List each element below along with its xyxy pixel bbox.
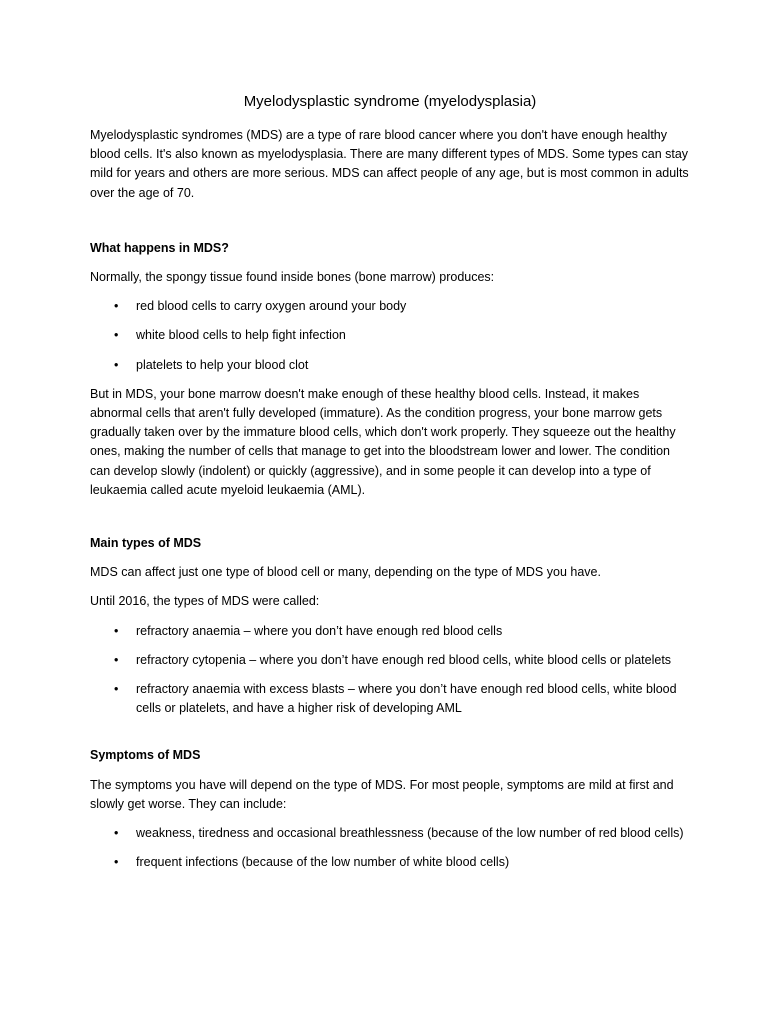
- bullet-icon: •: [114, 623, 119, 638]
- list-item-text: weakness, tiredness and occasional breathlessness (because of the low number of red blood cells): [136, 826, 684, 841]
- document-page: [90, 92, 690, 882]
- bullet-icon: •: [114, 357, 119, 372]
- section-heading-main-types: Main types of MDS: [90, 536, 202, 551]
- bullet-icon: •: [114, 299, 119, 314]
- list-item: [90, 824, 690, 843]
- list-item: [90, 622, 690, 641]
- list-item: [90, 326, 690, 345]
- list-item-text: refractory anaemia – where you don’t have enough red blood cells: [136, 623, 503, 638]
- list-item: [90, 680, 690, 718]
- bullet-icon: •: [114, 682, 119, 697]
- what-happens-lead: Normally, the spongy tissue found inside bones (bone marrow) produces:: [90, 270, 495, 285]
- list-item-text: white blood cells to help fight infection: [136, 328, 346, 343]
- section-what-happens: [90, 239, 690, 500]
- bullet-icon: •: [114, 855, 119, 870]
- list-item-text: refractory cytopenia – where you don’t have enough red blood cells, white blood cells or platelets: [136, 652, 672, 667]
- main-types-lead: MDS can affect just one type of blood cell or many, depending on the type of MDS you have.: [90, 565, 601, 580]
- symptoms-lead: The symptoms you have will depend on the type of MDS. For most people, symptoms are mild at first and slowly get worse. They can include:: [90, 777, 674, 811]
- bullet-icon: •: [114, 826, 119, 841]
- section-heading-symptoms: Symptoms of MDS: [90, 748, 201, 763]
- list-item: [90, 356, 690, 375]
- bullet-icon: •: [114, 328, 119, 343]
- list-item-text: refractory anaemia with excess blasts – where you don’t have enough red blood cells, white blood cells or platelets, and have a higher risk of developing AML: [136, 682, 677, 716]
- mds-types-list: [90, 622, 690, 719]
- symptoms-list: [90, 824, 690, 872]
- section-heading-what-happens: What happens in MDS?: [90, 240, 229, 255]
- section-main-types: [90, 534, 690, 718]
- what-happens-body: But in MDS, your bone marrow doesn't make enough of these healthy blood cells. Instead, it makes abnormal cells that aren't fully developed (immature). As the condition progress, your bone marrow gets gradually taken over by the immature blood cells, which don't work properly. They squeeze out the healthy ones, making the number of cells that manage to get into the bloodstream lower and lower. The condition can develop slowly (indolent) or quickly (aggressive), and in some people it can develop into a type of leukaemia called acute myeloid leukaemia (AML).: [90, 386, 676, 497]
- bone-marrow-products-list: [90, 297, 690, 375]
- document-title: Myelodysplastic syndrome (myelodysplasia): [243, 93, 537, 110]
- list-item: [90, 853, 690, 872]
- bullet-icon: •: [114, 652, 119, 667]
- list-item-text: platelets to help your blood clot: [136, 357, 309, 372]
- intro-paragraph: Myelodysplastic syndromes (MDS) are a type of rare blood cancer where you don't have enough healthy blood cells. It's also known as myelodysplasia. There are many different types of MDS. Some types can stay mild for years and others are more serious. MDS can affect people of any age, but is most common in adults over the age of 70.: [90, 128, 689, 200]
- list-item-text: frequent infections (because of the low number of white blood cells): [136, 855, 510, 870]
- list-item-text: red blood cells to carry oxygen around your body: [136, 299, 407, 314]
- list-item: [90, 651, 690, 670]
- section-symptoms: [90, 746, 690, 872]
- main-types-lead-2: Until 2016, the types of MDS were called:: [90, 594, 320, 609]
- list-item: [90, 297, 690, 316]
